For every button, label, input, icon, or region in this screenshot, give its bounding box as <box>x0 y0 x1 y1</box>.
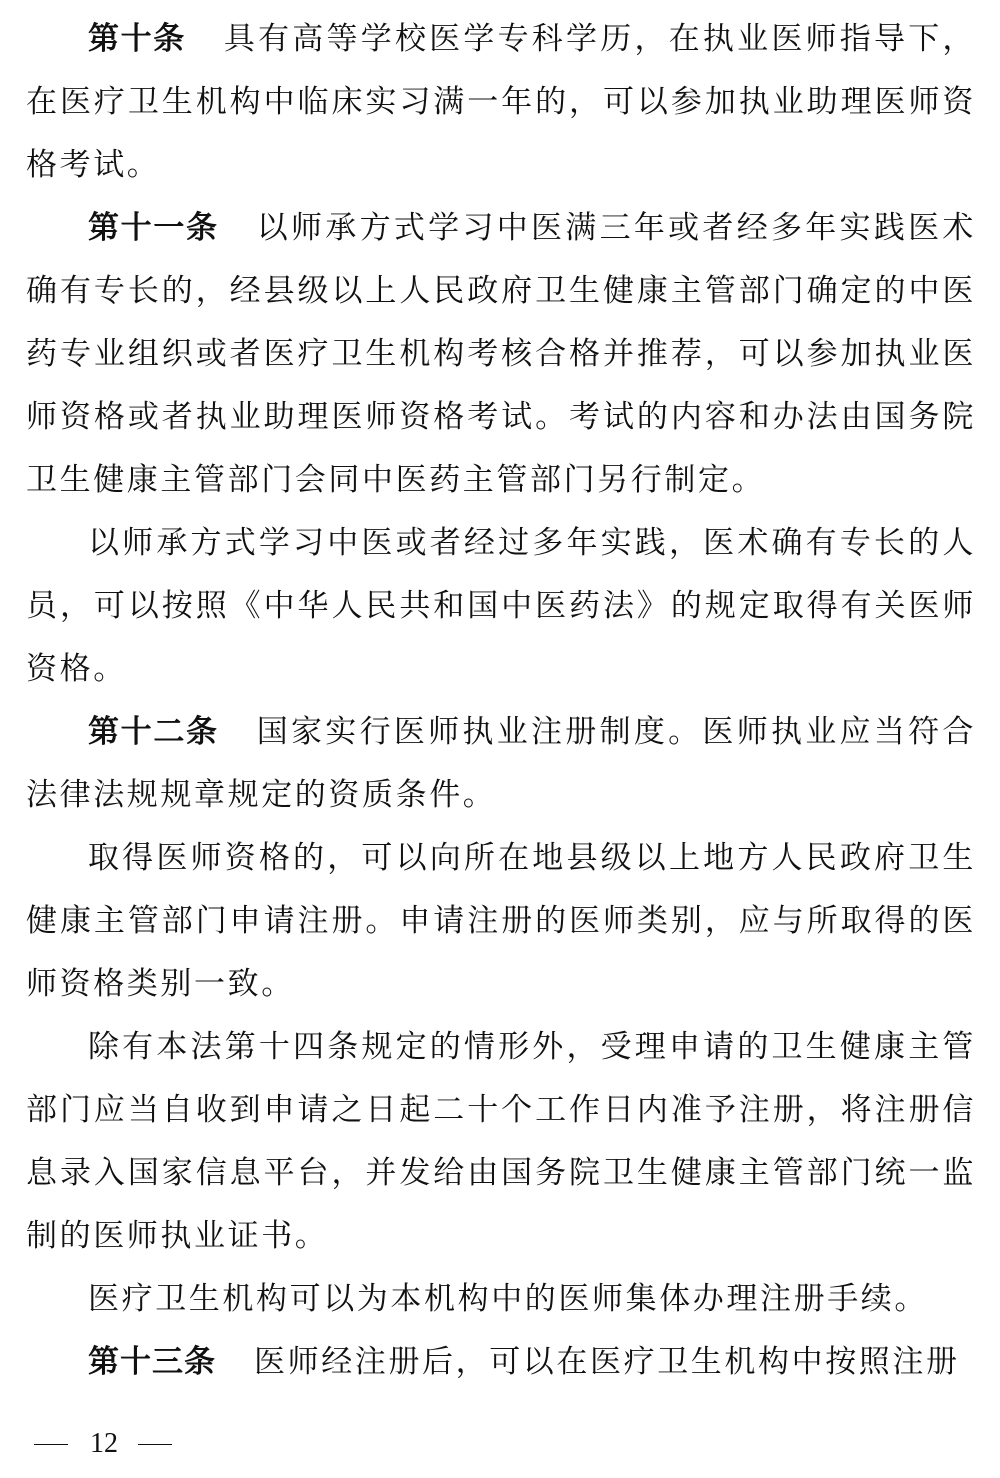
footer-dash-right <box>138 1444 172 1445</box>
paragraph-text: 医疗卫生机构可以为本机构中的医师集体办理注册手续。 <box>88 1281 928 1317</box>
article-label: 第十条 <box>88 21 186 57</box>
page-number: 12 <box>90 1428 118 1459</box>
paragraph-article-13 <box>26 1331 976 1394</box>
document-body <box>26 8 976 1394</box>
paragraph-article-10 <box>26 8 976 197</box>
article-label: 第十一条 <box>88 210 219 246</box>
page-footer <box>34 1426 172 1462</box>
paragraph-text: 以师承方式学习中医或者经过多年实践，医术确有专长的人员，可以按照《中华人民共和国中医药法》的规定取得有关医师资格。 <box>26 525 976 687</box>
footer-dash-left <box>34 1444 68 1445</box>
paragraph-article-12 <box>26 701 976 827</box>
paragraph-article-11-part-2 <box>26 512 976 701</box>
paragraph-article-12-part-4 <box>26 1268 976 1331</box>
paragraph-text: 除有本法第十四条规定的情形外，受理申请的卫生健康主管部门应当自收到申请之日起二十个工作日内准予注册，将注册信息录入国家信息平台，并发给由国务院卫生健康主管部门统一监制的医师执业证书。 <box>26 1029 976 1254</box>
paragraph-text: 国家实行医师执业注册制度。医师执业应当符合法律法规规章规定的资质条件。 <box>26 714 976 813</box>
paragraph-text: 医师经注册后，可以在医疗卫生机构中按照注册 <box>254 1344 960 1380</box>
paragraph-text: 以师承方式学习中医满三年或者经多年实践医术确有专长的，经县级以上人民政府卫生健康主管部门确定的中医药专业组织或者医疗卫生机构考核合格并推荐，可以参加执业医师资格或者执业助理医师资格考试。考试的内容和办法由国务院卫生健康主管部门会同中医药主管部门另行制定。 <box>26 210 976 498</box>
paragraph-article-11 <box>26 197 976 512</box>
paragraph-article-12-part-2 <box>26 827 976 1016</box>
paragraph-article-12-part-3 <box>26 1016 976 1268</box>
paragraph-text: 具有高等学校医学专科学历，在执业医师指导下，在医疗卫生机构中临床实习满一年的，可以参加执业助理医师资格考试。 <box>26 21 977 183</box>
article-label: 第十二条 <box>88 714 219 750</box>
article-label: 第十三条 <box>88 1344 216 1380</box>
paragraph-text: 取得医师资格的，可以向所在地县级以上地方人民政府卫生健康主管部门申请注册。申请注册的医师类别，应与所取得的医师资格类别一致。 <box>26 840 976 1002</box>
